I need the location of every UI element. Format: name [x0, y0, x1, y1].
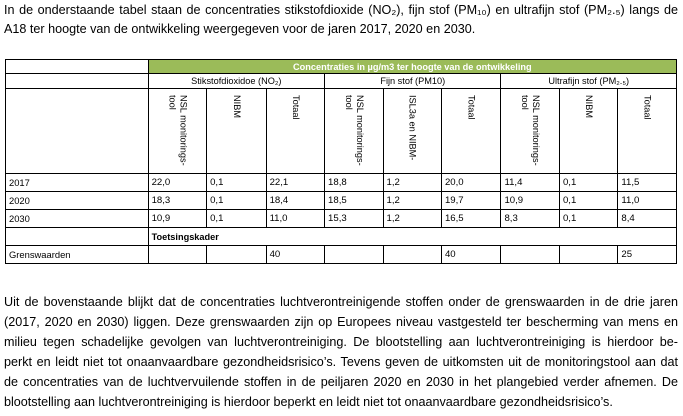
toetsingskader-label: Toetsingskader — [148, 228, 676, 246]
conclusion-line-1: Uit de bovenstaande blijkt dat de concentraties luchtverontreinigende stoffen onder de grenswaarden in de drie jaren — [4, 295, 678, 309]
col-pm25-nibm: NIBM — [559, 89, 617, 174]
table-title-row — [6, 60, 677, 74]
table-row — [6, 192, 677, 210]
row-year: 2030 — [6, 210, 149, 228]
table-cell: 22,0 — [148, 174, 206, 192]
corner-cell — [6, 60, 149, 74]
table-cell: 0,1 — [559, 174, 617, 192]
column-header-row — [6, 89, 677, 174]
table-title: Concentraties in µg/m3 ter hoogte van de ontwikkeling — [148, 60, 676, 74]
table-cell: 18,5 — [325, 192, 383, 210]
col-no2-nsl: NSL monitorings- tool — [148, 89, 206, 174]
col-pm10-totaal: Totaal — [441, 89, 501, 174]
table-cell: 16,5 — [441, 210, 501, 228]
conclusion-line-6: blootstelling aan luchtverontreiniging is hierdoor beperkt en leidt niet tot onaanvaardbare gezondheidsrisico’s. — [4, 395, 613, 409]
table-cell: 19,7 — [441, 192, 501, 210]
grenswaarden-label: Grenswaarden — [6, 246, 149, 264]
conclusion-line-4: perkt en leidt niet tot onaanvaardbare gezondheidsrisico’s. Tevens geven de uitkomsten uit de monitoringstool aan dat — [4, 355, 678, 369]
col-no2-nibm: NIBM — [207, 89, 267, 174]
grenswaarde-pm10: 40 — [441, 246, 501, 264]
table-cell: 10,9 — [148, 210, 206, 228]
table-row — [6, 210, 677, 228]
table-cell: 1,2 — [383, 210, 441, 228]
conclusion-line-5: de concentraties van de luchtvervuilende stoffen in de peiljaren 2020 en 2030 in het plangebied verder afnemen. De — [4, 375, 678, 389]
concentration-table — [5, 59, 677, 264]
table-cell: 15,3 — [325, 210, 383, 228]
table-cell: 11,4 — [501, 174, 559, 192]
group-pm25: Ultrafijn stof (PM₂.₅) — [501, 74, 677, 89]
intro-line-1: In de onderstaande tabel staan de concentraties stikstofdioxide (NO₂), fijn stof (PM₁₀) en ultrafijn stof (PM₂.₅) langs de — [4, 3, 678, 17]
table-cell: 22,1 — [266, 174, 324, 192]
table-cell: 1,2 — [383, 192, 441, 210]
col-pm25-nsl: NSL monitorings- tool — [501, 89, 559, 174]
conclusion-line-3: milieu tegen schadelijke gevolgen van luchtverontreiniging. De blootstelling aan luchtverontreiniging is hierdoor be- — [4, 335, 678, 349]
table-cell: 8,4 — [618, 210, 677, 228]
toetsingskader-row — [6, 228, 677, 246]
group-no2: Stikstofdioxidoe (NO₂) — [148, 74, 324, 89]
row-year: 2020 — [6, 192, 149, 210]
table-cell: 11,0 — [618, 192, 677, 210]
row-year: 2017 — [6, 174, 149, 192]
col-pm10-isl3a: ISL3a en NIBM- — [383, 89, 441, 174]
conclusion-paragraph — [4, 292, 678, 412]
table-cell: 0,1 — [559, 192, 617, 210]
table-cell: 18,4 — [266, 192, 324, 210]
intro-line-2: A18 ter hoogte van de ontwikkeling weergegeven voor de jaren 2017, 2020 en 2030. — [4, 22, 476, 36]
grenswaarden-row — [6, 246, 677, 264]
table-cell: 0,1 — [207, 192, 267, 210]
table-cell: 10,9 — [501, 192, 559, 210]
table-cell: 0,1 — [207, 210, 267, 228]
table-cell: 0,1 — [559, 210, 617, 228]
table-cell: 11,0 — [266, 210, 324, 228]
col-pm10-nsl: NSL monitorings- tool — [325, 89, 383, 174]
group-pm10: Fijn stof (PM10) — [325, 74, 501, 89]
table-row — [6, 174, 677, 192]
table-cell: 1,2 — [383, 174, 441, 192]
table-cell: 8,3 — [501, 210, 559, 228]
table-cell: 20,0 — [441, 174, 501, 192]
conclusion-line-2: (2017, 2020 en 2030) liggen. Deze grenswaarden zijn op Europees niveau vastgesteld ter bescherming van mens en — [4, 315, 678, 329]
col-pm25-totaal: Totaal — [618, 89, 677, 174]
group-header-row — [6, 74, 677, 89]
table-cell: 18,8 — [325, 174, 383, 192]
grenswaarde-pm25: 25 — [618, 246, 677, 264]
grenswaarde-no2: 40 — [266, 246, 324, 264]
col-no2-totaal: Totaal — [266, 89, 324, 174]
table-cell: 0,1 — [207, 174, 267, 192]
intro-paragraph — [4, 1, 678, 39]
table-cell: 18,3 — [148, 192, 206, 210]
table-cell: 11,5 — [618, 174, 677, 192]
